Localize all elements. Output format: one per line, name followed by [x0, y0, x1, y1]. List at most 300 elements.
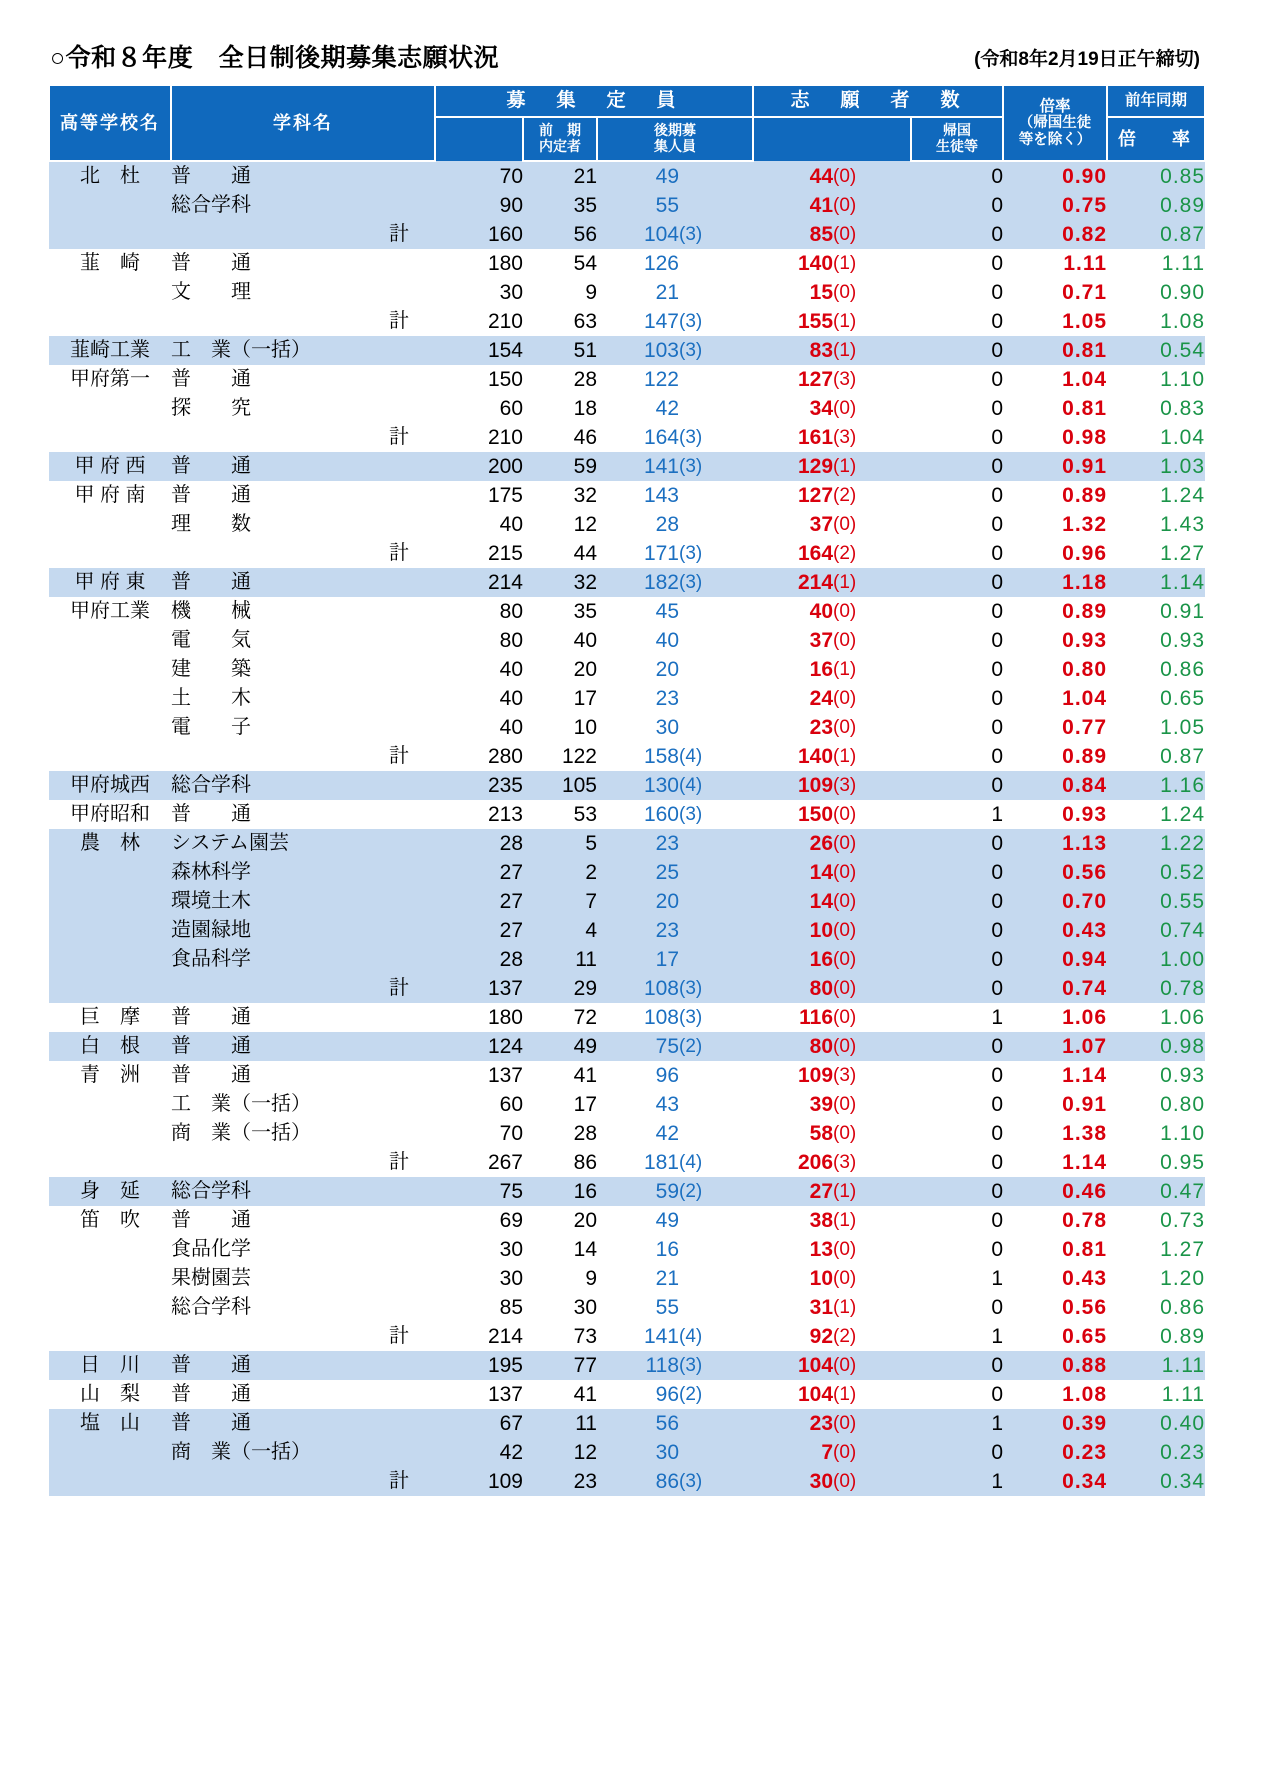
th-school-name: 高等学校名: [49, 85, 171, 161]
table-row: [49, 220, 1205, 249]
cell-ratio: 0.56: [1003, 1293, 1107, 1322]
cell-prev-year-ratio: 0.85: [1107, 161, 1205, 191]
cell-quota-late-note: (3): [679, 800, 753, 829]
cell-ratio: 0.77: [1003, 713, 1107, 742]
cell-quota-late-note: [679, 249, 753, 278]
cell-school-name: 白 根: [49, 1032, 171, 1061]
cell-prev-year-ratio: 0.89: [1107, 1322, 1205, 1351]
cell-applicants-note: (0): [833, 597, 911, 626]
table-row: [49, 1409, 1205, 1438]
cell-quota-late: 141: [597, 452, 679, 481]
th-quota-early: [523, 117, 597, 161]
admissions-table: [48, 84, 1206, 1496]
cell-ratio: 1.14: [1003, 1148, 1107, 1177]
cell-quota-total: 40: [435, 713, 523, 742]
cell-quota-late: 40: [597, 626, 679, 655]
cell-dept-name: 商 業（一括）: [171, 1438, 435, 1467]
cell-quota-late-note: [679, 597, 753, 626]
cell-prev-year-ratio: 1.10: [1107, 1119, 1205, 1148]
cell-quota-early: 28: [523, 1119, 597, 1148]
cell-school-name: [49, 278, 171, 307]
cell-ratio: 1.07: [1003, 1032, 1107, 1061]
cell-returnees: 0: [911, 510, 1003, 539]
cell-quota-late: 158: [597, 742, 679, 771]
cell-quota-early: 16: [523, 1177, 597, 1206]
cell-applicants-note: (0): [833, 1264, 911, 1293]
cell-prev-year-ratio: 1.11: [1107, 1380, 1205, 1409]
table-row: [49, 510, 1205, 539]
cell-quota-early: 72: [523, 1003, 597, 1032]
cell-ratio: 0.43: [1003, 1264, 1107, 1293]
cell-school-name: [49, 742, 171, 771]
cell-ratio: 0.98: [1003, 423, 1107, 452]
cell-returnees: 0: [911, 481, 1003, 510]
cell-returnees: 0: [911, 945, 1003, 974]
cell-applicants: 10: [753, 1264, 833, 1293]
cell-applicants: 38: [753, 1206, 833, 1235]
table-row: [49, 1322, 1205, 1351]
cell-quota-total: 109: [435, 1467, 523, 1496]
cell-dept-name: 機 械: [171, 597, 435, 626]
cell-quota-late: 164: [597, 423, 679, 452]
table-row: [49, 452, 1205, 481]
cell-prev-year-ratio: 0.78: [1107, 974, 1205, 1003]
cell-prev-year-ratio: 1.03: [1107, 452, 1205, 481]
cell-applicants: 92: [753, 1322, 833, 1351]
cell-dept-name: 探 究: [171, 394, 435, 423]
cell-school-name: [49, 423, 171, 452]
table-row: [49, 161, 1205, 191]
cell-quota-late-note: [679, 1264, 753, 1293]
cell-ratio: 0.93: [1003, 626, 1107, 655]
cell-quota-late-note: [679, 916, 753, 945]
cell-quota-early: 29: [523, 974, 597, 1003]
cell-quota-late: 56: [597, 1409, 679, 1438]
cell-quota-late-note: (2): [679, 1032, 753, 1061]
cell-prev-year-ratio: 1.20: [1107, 1264, 1205, 1293]
cell-returnees: 0: [911, 1148, 1003, 1177]
cell-school-name: 甲 府 東: [49, 568, 171, 597]
cell-applicants-note: (0): [833, 916, 911, 945]
cell-applicants-note: (0): [833, 713, 911, 742]
cell-returnees: 0: [911, 916, 1003, 945]
cell-quota-total: 137: [435, 1380, 523, 1409]
cell-returnees: 0: [911, 597, 1003, 626]
cell-returnees: 0: [911, 249, 1003, 278]
cell-quota-late-note: (2): [679, 1380, 753, 1409]
cell-applicants: 37: [753, 510, 833, 539]
cell-quota-late-note: (3): [679, 336, 753, 365]
cell-quota-early: 105: [523, 771, 597, 800]
table-row: [49, 684, 1205, 713]
cell-applicants: 14: [753, 887, 833, 916]
cell-prev-year-ratio: 0.93: [1107, 1061, 1205, 1090]
cell-school-name: [49, 1235, 171, 1264]
cell-returnees: 0: [911, 278, 1003, 307]
cell-prev-year-ratio: 1.11: [1107, 1351, 1205, 1380]
cell-applicants-note: (0): [833, 800, 911, 829]
cell-quota-total: 27: [435, 887, 523, 916]
cell-dept-name: 普 通: [171, 1061, 435, 1090]
cell-total-label: 計: [171, 974, 435, 1003]
cell-ratio: 0.46: [1003, 1177, 1107, 1206]
cell-returnees: 0: [911, 887, 1003, 916]
cell-prev-year-ratio: 0.54: [1107, 336, 1205, 365]
cell-dept-name: 食品化学: [171, 1235, 435, 1264]
table-head: [49, 85, 1205, 161]
cell-total-label: 計: [171, 423, 435, 452]
cell-applicants-note: (1): [833, 1177, 911, 1206]
table-row: [49, 365, 1205, 394]
cell-applicants-note: (2): [833, 539, 911, 568]
table-row: [49, 626, 1205, 655]
cell-school-name: [49, 220, 171, 249]
cell-applicants: 40: [753, 597, 833, 626]
cell-applicants-note: (0): [833, 858, 911, 887]
cell-quota-early: 4: [523, 916, 597, 945]
cell-total-label: 計: [171, 1148, 435, 1177]
th-quota-spacer: [435, 117, 523, 161]
cell-quota-total: 70: [435, 161, 523, 191]
cell-quota-early: 49: [523, 1032, 597, 1061]
cell-applicants-note: (1): [833, 307, 911, 336]
cell-quota-total: 28: [435, 945, 523, 974]
table-row: [49, 1177, 1205, 1206]
cell-quota-total: 90: [435, 191, 523, 220]
cell-applicants-note: (3): [833, 423, 911, 452]
cell-ratio: 0.78: [1003, 1206, 1107, 1235]
cell-dept-name: 普 通: [171, 1003, 435, 1032]
cell-quota-early: 122: [523, 742, 597, 771]
cell-dept-name: 総合学科: [171, 771, 435, 800]
cell-quota-total: 40: [435, 510, 523, 539]
cell-prev-year-ratio: 0.34: [1107, 1467, 1205, 1496]
cell-prev-year-ratio: 1.11: [1107, 249, 1205, 278]
cell-quota-late-note: [679, 191, 753, 220]
cell-school-name: [49, 858, 171, 887]
cell-quota-total: 40: [435, 655, 523, 684]
cell-quota-early: 11: [523, 1409, 597, 1438]
cell-applicants: 16: [753, 655, 833, 684]
table-row: [49, 945, 1205, 974]
cell-ratio: 0.89: [1003, 742, 1107, 771]
cell-quota-total: 30: [435, 1235, 523, 1264]
cell-ratio: 1.38: [1003, 1119, 1107, 1148]
table-row: [49, 655, 1205, 684]
cell-dept-name: 普 通: [171, 161, 435, 191]
cell-returnees: 0: [911, 1061, 1003, 1090]
cell-dept-name: 普 通: [171, 1351, 435, 1380]
cell-ratio: 0.74: [1003, 974, 1107, 1003]
th-applicants-group: 志 願 者 数: [753, 85, 1003, 117]
cell-school-name: 青 洲: [49, 1061, 171, 1090]
cell-quota-total: 40: [435, 684, 523, 713]
cell-quota-late: 147: [597, 307, 679, 336]
cell-school-name: [49, 626, 171, 655]
cell-returnees: 0: [911, 974, 1003, 1003]
cell-applicants: 214: [753, 568, 833, 597]
cell-quota-late: 23: [597, 916, 679, 945]
cell-dept-name: 普 通: [171, 249, 435, 278]
cell-quota-total: 27: [435, 916, 523, 945]
cell-prev-year-ratio: 1.14: [1107, 568, 1205, 597]
cell-school-name: 巨 摩: [49, 1003, 171, 1032]
cell-ratio: 0.94: [1003, 945, 1107, 974]
cell-prev-year-ratio: 0.40: [1107, 1409, 1205, 1438]
cell-school-name: [49, 1322, 171, 1351]
cell-returnees: 0: [911, 394, 1003, 423]
cell-school-name: 身 延: [49, 1177, 171, 1206]
cell-applicants: 129: [753, 452, 833, 481]
cell-quota-late: 126: [597, 249, 679, 278]
cell-applicants-note: (0): [833, 1438, 911, 1467]
cell-quota-total: 195: [435, 1351, 523, 1380]
cell-quota-early: 32: [523, 568, 597, 597]
cell-applicants: 127: [753, 481, 833, 510]
cell-returnees: 0: [911, 1177, 1003, 1206]
cell-applicants: 23: [753, 713, 833, 742]
cell-ratio: 0.70: [1003, 887, 1107, 916]
cell-ratio: 0.80: [1003, 655, 1107, 684]
cell-quota-late-note: (3): [679, 539, 753, 568]
cell-ratio: 0.71: [1003, 278, 1107, 307]
cell-quota-late: 143: [597, 481, 679, 510]
cell-ratio: 0.89: [1003, 597, 1107, 626]
cell-ratio: 1.32: [1003, 510, 1107, 539]
cell-quota-total: 67: [435, 1409, 523, 1438]
cell-quota-late: 108: [597, 974, 679, 1003]
cell-quota-early: 12: [523, 510, 597, 539]
cell-applicants-note: (0): [833, 1119, 911, 1148]
cell-school-name: 甲府城西: [49, 771, 171, 800]
cell-ratio: 0.81: [1003, 336, 1107, 365]
table-row: [49, 423, 1205, 452]
cell-school-name: [49, 974, 171, 1003]
cell-school-name: [49, 713, 171, 742]
cell-quota-total: 214: [435, 568, 523, 597]
cell-applicants-note: (3): [833, 771, 911, 800]
cell-quota-late: 118: [597, 1351, 679, 1380]
cell-applicants-note: (1): [833, 1293, 911, 1322]
cell-ratio: 1.08: [1003, 1380, 1107, 1409]
cell-applicants: 85: [753, 220, 833, 249]
cell-applicants: 83: [753, 336, 833, 365]
cell-applicants: 27: [753, 1177, 833, 1206]
cell-dept-name: 普 通: [171, 1032, 435, 1061]
cell-quota-total: 137: [435, 1061, 523, 1090]
cell-dept-name: 普 通: [171, 1206, 435, 1235]
cell-quota-early: 44: [523, 539, 597, 568]
table-row: [49, 800, 1205, 829]
cell-school-name: [49, 1467, 171, 1496]
cell-quota-late-note: (3): [679, 1467, 753, 1496]
cell-prev-year-ratio: 0.86: [1107, 655, 1205, 684]
cell-prev-year-ratio: 0.47: [1107, 1177, 1205, 1206]
cell-school-name: 韮 崎: [49, 249, 171, 278]
cell-quota-late: 141: [597, 1322, 679, 1351]
cell-dept-name: 総合学科: [171, 1293, 435, 1322]
cell-quota-total: 213: [435, 800, 523, 829]
cell-returnees: 0: [911, 1351, 1003, 1380]
cell-quota-early: 10: [523, 713, 597, 742]
cell-dept-name: 普 通: [171, 568, 435, 597]
cell-ratio: 1.05: [1003, 307, 1107, 336]
cell-quota-total: 42: [435, 1438, 523, 1467]
cell-quota-late: 96: [597, 1380, 679, 1409]
cell-applicants-note: (1): [833, 568, 911, 597]
cell-quota-late: 130: [597, 771, 679, 800]
cell-returnees: 0: [911, 655, 1003, 684]
cell-school-name: 甲 府 西: [49, 452, 171, 481]
cell-ratio: 0.82: [1003, 220, 1107, 249]
cell-quota-late: 17: [597, 945, 679, 974]
cell-quota-early: 63: [523, 307, 597, 336]
cell-school-name: 甲 府 南: [49, 481, 171, 510]
cell-applicants-note: (0): [833, 829, 911, 858]
cell-dept-name: 総合学科: [171, 191, 435, 220]
cell-quota-total: 200: [435, 452, 523, 481]
cell-quota-late-note: [679, 278, 753, 307]
cell-prev-year-ratio: 1.27: [1107, 539, 1205, 568]
cell-quota-total: 137: [435, 974, 523, 1003]
cell-school-name: 甲府工業: [49, 597, 171, 626]
cell-applicants: 14: [753, 858, 833, 887]
cell-prev-year-ratio: 1.43: [1107, 510, 1205, 539]
cell-quota-late: 23: [597, 684, 679, 713]
table-row: [49, 1293, 1205, 1322]
cell-quota-late-note: [679, 1206, 753, 1235]
table-row: [49, 829, 1205, 858]
cell-quota-early: 14: [523, 1235, 597, 1264]
cell-quota-early: 21: [523, 161, 597, 191]
cell-quota-late: 55: [597, 191, 679, 220]
cell-dept-name: 普 通: [171, 1409, 435, 1438]
cell-total-label: 計: [171, 307, 435, 336]
cell-dept-name: 食品科学: [171, 945, 435, 974]
th-ratio: [1003, 85, 1107, 161]
cell-school-name: [49, 655, 171, 684]
table-row: [49, 597, 1205, 626]
cell-school-name: 韮崎工業: [49, 336, 171, 365]
cell-dept-name: 造園緑地: [171, 916, 435, 945]
cell-quota-early: 9: [523, 1264, 597, 1293]
cell-dept-name: 普 通: [171, 1380, 435, 1409]
cell-quota-late-note: [679, 655, 753, 684]
cell-applicants: 127: [753, 365, 833, 394]
cell-quota-late: 182: [597, 568, 679, 597]
cell-school-name: 農 林: [49, 829, 171, 858]
cell-dept-name: 普 通: [171, 365, 435, 394]
cell-school-name: [49, 1293, 171, 1322]
cell-ratio: 0.81: [1003, 394, 1107, 423]
cell-applicants: 109: [753, 1061, 833, 1090]
cell-quota-early: 53: [523, 800, 597, 829]
cell-returnees: 0: [911, 1206, 1003, 1235]
cell-quota-late: 103: [597, 336, 679, 365]
cell-school-name: [49, 1090, 171, 1119]
table-row: [49, 916, 1205, 945]
cell-returnees: 0: [911, 336, 1003, 365]
cell-applicants-note: (0): [833, 945, 911, 974]
cell-quota-late: 122: [597, 365, 679, 394]
table-row: [49, 713, 1205, 742]
cell-applicants: 7: [753, 1438, 833, 1467]
cell-school-name: [49, 539, 171, 568]
cell-returnees: 0: [911, 1438, 1003, 1467]
cell-quota-early: 20: [523, 1206, 597, 1235]
th-returnee-line2: 生徒等: [936, 138, 979, 154]
cell-applicants: 140: [753, 249, 833, 278]
cell-quota-late: 181: [597, 1148, 679, 1177]
cell-ratio: 1.14: [1003, 1061, 1107, 1090]
cell-quota-late-note: [679, 684, 753, 713]
cell-quota-total: 60: [435, 1090, 523, 1119]
cell-quota-early: 30: [523, 1293, 597, 1322]
cell-returnees: 0: [911, 307, 1003, 336]
cell-quota-late: 45: [597, 597, 679, 626]
cell-prev-year-ratio: 0.95: [1107, 1148, 1205, 1177]
table-row: [49, 336, 1205, 365]
cell-ratio: 0.89: [1003, 481, 1107, 510]
cell-quota-late-note: [679, 1119, 753, 1148]
cell-quota-total: 80: [435, 597, 523, 626]
cell-returnees: 0: [911, 568, 1003, 597]
cell-quota-late-note: [679, 626, 753, 655]
cell-ratio: 0.84: [1003, 771, 1107, 800]
table-row: [49, 1380, 1205, 1409]
cell-returnees: 0: [911, 1090, 1003, 1119]
cell-quota-late-note: [679, 481, 753, 510]
cell-prev-year-ratio: 0.89: [1107, 191, 1205, 220]
cell-quota-early: 2: [523, 858, 597, 887]
cell-quota-early: 5: [523, 829, 597, 858]
page-title: ○令和８年度 全日制後期募集志願状況: [50, 44, 500, 72]
cell-returnees: 1: [911, 1322, 1003, 1351]
cell-total-label: 計: [171, 1467, 435, 1496]
table-row: [49, 1090, 1205, 1119]
th-quota-late: [597, 117, 753, 161]
cell-applicants: 116: [753, 1003, 833, 1032]
cell-quota-late: 108: [597, 1003, 679, 1032]
cell-quota-total: 154: [435, 336, 523, 365]
cell-prev-year-ratio: 1.04: [1107, 423, 1205, 452]
cell-applicants: 13: [753, 1235, 833, 1264]
cell-prev-year-ratio: 0.86: [1107, 1293, 1205, 1322]
cell-quota-late: 49: [597, 1206, 679, 1235]
cell-quota-late: 20: [597, 655, 679, 684]
cell-school-name: [49, 1119, 171, 1148]
cell-ratio: 0.91: [1003, 1090, 1107, 1119]
cell-returnees: 0: [911, 1293, 1003, 1322]
cell-applicants-note: (3): [833, 1061, 911, 1090]
cell-quota-early: 40: [523, 626, 597, 655]
cell-dept-name: 工 業（一括）: [171, 336, 435, 365]
cell-ratio: 0.93: [1003, 800, 1107, 829]
cell-prev-year-ratio: 0.65: [1107, 684, 1205, 713]
cell-quota-total: 235: [435, 771, 523, 800]
cell-quota-total: 175: [435, 481, 523, 510]
cell-quota-total: 180: [435, 1003, 523, 1032]
cell-applicants-note: (0): [833, 684, 911, 713]
cell-applicants-note: (0): [833, 220, 911, 249]
cell-quota-late: 23: [597, 829, 679, 858]
cell-quota-late-note: (3): [679, 974, 753, 1003]
cell-applicants: 23: [753, 1409, 833, 1438]
cell-applicants-note: (1): [833, 452, 911, 481]
cell-quota-late-note: (3): [679, 452, 753, 481]
cell-quota-total: 150: [435, 365, 523, 394]
cell-dept-name: 普 通: [171, 452, 435, 481]
